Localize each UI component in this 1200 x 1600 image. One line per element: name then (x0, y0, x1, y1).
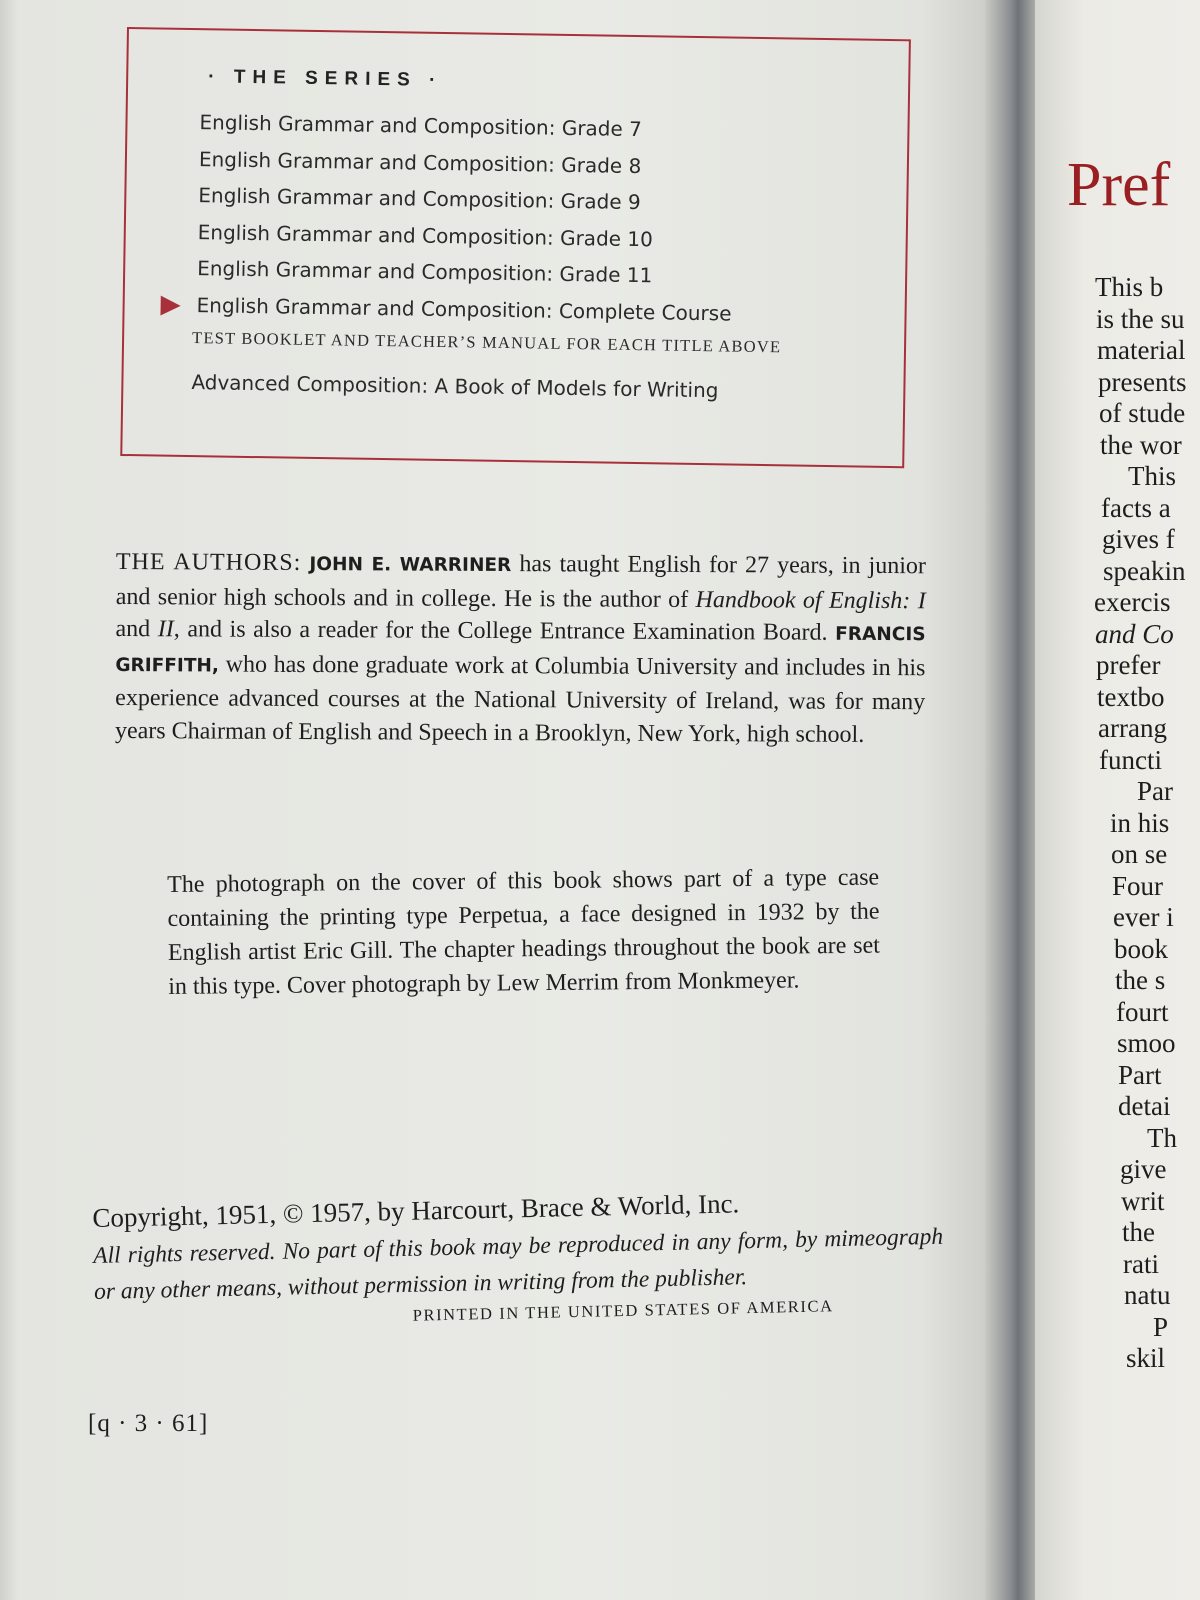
facing-page-line: detai (1118, 1091, 1171, 1121)
facing-page-line: material (1097, 335, 1186, 365)
facing-page-line: Four (1112, 870, 1164, 901)
book-gutter (985, 0, 1040, 1600)
series-heading: · THE SERIES · (208, 66, 443, 91)
printed-in-notice: PRINTED IN THE UNITED STATES OF AMERICA (412, 1296, 834, 1325)
facing-page-line: rati (1123, 1248, 1159, 1279)
facing-page-line: give (1120, 1154, 1167, 1184)
author-name: JOHN E. WARRINER (309, 554, 512, 577)
cover-photo-note: The photograph on the cover of this book shows part of a type case containing the printing type Perpetua, a face designed in 1932 by the English artist Eric Gill. The chapter headings throughout the book are set in this type. Cover photograph by Lew Merrim from Monkmeyer. (167, 864, 880, 1000)
series-title: English Grammar and Composition: Grade 11 (197, 256, 653, 288)
series-title: English Grammar and Composition: Grade 10 (197, 219, 654, 251)
facing-page-line: facts a (1101, 492, 1171, 523)
facing-page-line: speakin (1103, 555, 1186, 586)
facing-page-line: of stude (1099, 398, 1186, 428)
facing-page-line: exercis (1094, 587, 1171, 617)
series-title: English Grammar and Composition: Grade 8 (198, 146, 642, 178)
facing-page-line: on se (1111, 839, 1168, 869)
facing-page-line: fourt (1116, 996, 1169, 1027)
facing-page-title: Pref (1067, 151, 1171, 219)
facing-page-line: presents (1098, 366, 1187, 397)
author-bio: , and is also a reader for the College Entrance Examination Board. (173, 616, 836, 646)
copyright-block (92, 1181, 944, 1325)
copyright-line: Copyright, 1951, © 1957, by Harcourt, Brace & World, Inc. (92, 1188, 740, 1233)
series-title: English Grammar and Composition: Grade 9 (198, 183, 641, 215)
facing-page-line: ever i (1113, 902, 1174, 932)
series-list (196, 104, 734, 331)
facing-page-line: functi (1099, 744, 1162, 775)
facing-page-line: gives f (1102, 524, 1175, 554)
facing-page-line: writ (1121, 1185, 1165, 1216)
book-title: Handbook of English: I (695, 586, 926, 614)
facing-page-line: This (1128, 461, 1177, 491)
facing-page-line: P (1153, 1311, 1169, 1342)
series-advanced-title: Advanced Composition: A Book of Models for Writing (191, 370, 719, 403)
series-title: English Grammar and Composition: Grade 7 (199, 110, 643, 142)
author-name: FRANCIS GRIFFITH, (115, 623, 926, 677)
print-code: [q · 3 · 61] (88, 1410, 209, 1437)
rights-notice: All rights reserved. No part of this book may be reproduced in any form, by mimeograph or any other means, without permission in writing from the publisher. (92, 1223, 944, 1305)
series-box (120, 27, 911, 468)
facing-page (1035, 0, 1200, 1600)
authors-paragraph (115, 546, 926, 751)
facing-page-line: the wor (1100, 429, 1182, 460)
facing-page-line: and Co (1095, 618, 1174, 649)
facing-page-line: the s (1115, 965, 1166, 995)
facing-page-line: natu (1124, 1280, 1171, 1310)
authors-label: THE AUTHORS: (115, 548, 302, 576)
facing-page-line: book (1114, 933, 1168, 964)
book-title: II (157, 616, 174, 643)
facing-page-line: smoo (1117, 1028, 1176, 1058)
series-title-current: English Grammar and Composition: Complete Course (196, 287, 731, 332)
author-bio: and (115, 615, 158, 643)
facing-page-line: is the su (1096, 303, 1185, 334)
facing-page-line: Par (1137, 776, 1173, 806)
facing-page-line: Part (1118, 1059, 1162, 1090)
author-bio: has taught English for 27 years, in junior and senior high schools and in college. He is the author of (115, 551, 926, 613)
facing-page-line: prefer (1096, 650, 1161, 680)
author-bio: who has done graduate work at Columbia University and includes in his experience advanced courses at the National University of Ireland, was for many years Chairman of English and Speech in a Brooklyn, New York, high school. (114, 651, 926, 748)
facing-page-line: This b (1095, 272, 1164, 302)
facing-page-line: skil (1126, 1343, 1166, 1373)
facing-page-line: arrang (1098, 713, 1167, 743)
facing-page-line: in his (1110, 807, 1170, 838)
facing-page-line: the (1122, 1217, 1155, 1247)
facing-page-line: textbo (1097, 681, 1165, 712)
series-note: TEST BOOKLET AND TEACHER’S MANUAL FOR EACH TITLE ABOVE (191, 328, 782, 357)
facing-page-line: Th (1147, 1122, 1177, 1153)
